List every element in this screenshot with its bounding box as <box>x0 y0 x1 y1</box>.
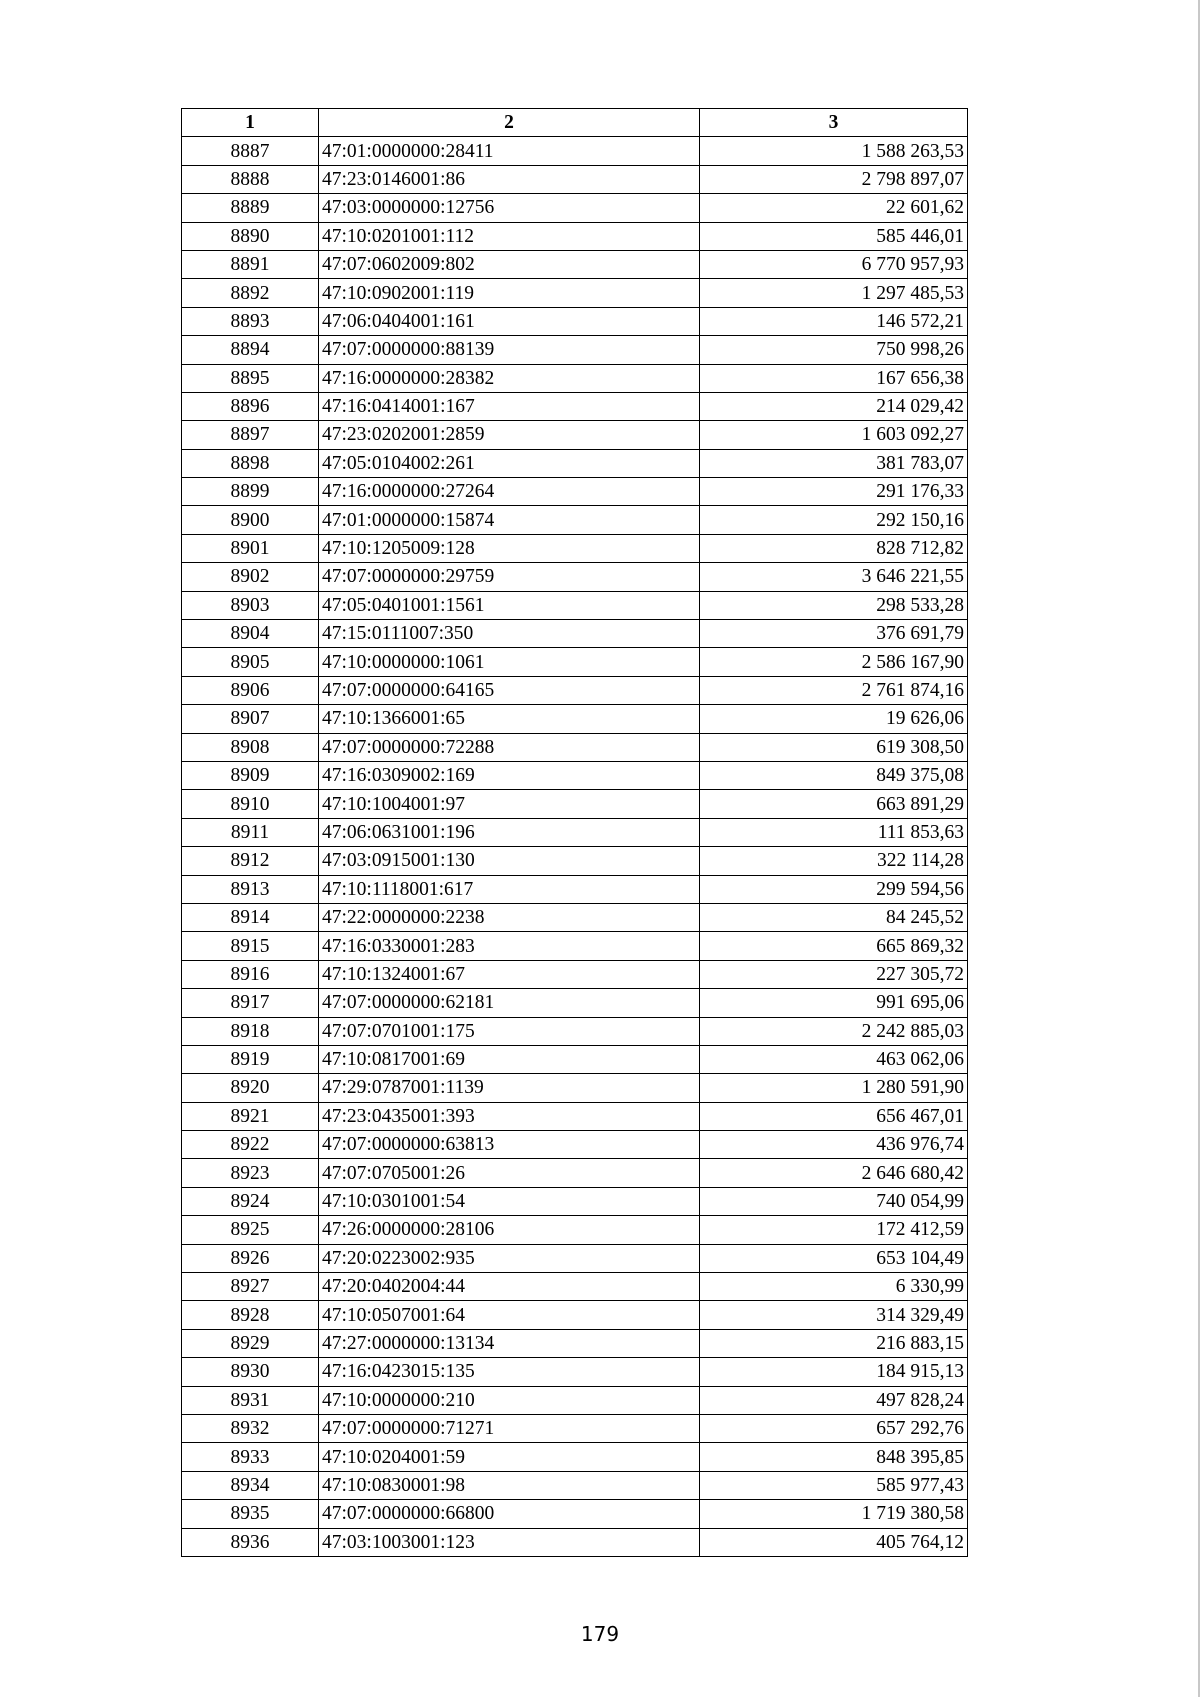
cadastral-number-cell: 47:07:0000000:29759 <box>319 563 700 591</box>
cadastral-number-cell: 47:10:0000000:210 <box>319 1386 700 1414</box>
cadastral-number-cell: 47:10:1366001:65 <box>319 705 700 733</box>
value-cell: 2 242 885,03 <box>700 1017 968 1045</box>
cadastral-number-cell: 47:20:0223002:935 <box>319 1244 700 1272</box>
value-cell: 376 691,79 <box>700 620 968 648</box>
value-cell: 322 114,28 <box>700 847 968 875</box>
cadastral-number-cell: 47:10:1118001:617 <box>319 875 700 903</box>
value-cell: 1 603 092,27 <box>700 421 968 449</box>
table-body <box>182 137 968 1557</box>
row-number-cell: 8908 <box>182 733 319 761</box>
row-number-cell: 8924 <box>182 1187 319 1215</box>
value-cell: 1 297 485,53 <box>700 279 968 307</box>
table-row <box>182 875 968 903</box>
value-cell: 1 719 380,58 <box>700 1500 968 1528</box>
value-cell: 657 292,76 <box>700 1414 968 1442</box>
value-cell: 750 998,26 <box>700 336 968 364</box>
table-row <box>182 1329 968 1357</box>
row-number-cell: 8901 <box>182 534 319 562</box>
cadastral-number-cell: 47:10:0204001:59 <box>319 1443 700 1471</box>
row-number-cell: 8923 <box>182 1159 319 1187</box>
row-number-cell: 8921 <box>182 1102 319 1130</box>
cadastral-number-cell: 47:20:0402004:44 <box>319 1273 700 1301</box>
table-row <box>182 1471 968 1499</box>
table-row <box>182 222 968 250</box>
value-cell: 314 329,49 <box>700 1301 968 1329</box>
column-header-1: 1 <box>182 109 319 137</box>
value-cell: 172 412,59 <box>700 1216 968 1244</box>
value-cell: 6 330,99 <box>700 1273 968 1301</box>
value-cell: 298 533,28 <box>700 591 968 619</box>
cadastral-number-cell: 47:10:1205009:128 <box>319 534 700 562</box>
table-row <box>182 1528 968 1556</box>
row-number-cell: 8891 <box>182 250 319 278</box>
row-number-cell: 8904 <box>182 620 319 648</box>
table-row <box>182 392 968 420</box>
cadastral-number-cell: 47:16:0309002:169 <box>319 761 700 789</box>
table-row <box>182 705 968 733</box>
value-cell: 653 104,49 <box>700 1244 968 1272</box>
row-number-cell: 8915 <box>182 932 319 960</box>
cadastral-number-cell: 47:10:0301001:54 <box>319 1187 700 1215</box>
table-row <box>182 1045 968 1073</box>
row-number-cell: 8896 <box>182 392 319 420</box>
table-row <box>182 1102 968 1130</box>
value-cell: 663 891,29 <box>700 790 968 818</box>
cadastral-number-cell: 47:06:0631001:196 <box>319 818 700 846</box>
table-row <box>182 534 968 562</box>
value-cell: 292 150,16 <box>700 506 968 534</box>
table-row <box>182 1414 968 1442</box>
cadastral-number-cell: 47:07:0000000:64165 <box>319 676 700 704</box>
row-number-cell: 8936 <box>182 1528 319 1556</box>
table-row <box>182 563 968 591</box>
cadastral-number-cell: 47:10:1004001:97 <box>319 790 700 818</box>
value-cell: 111 853,63 <box>700 818 968 846</box>
table-row <box>182 1443 968 1471</box>
cadastral-number-cell: 47:10:0507001:64 <box>319 1301 700 1329</box>
column-header-3: 3 <box>700 109 968 137</box>
row-number-cell: 8930 <box>182 1358 319 1386</box>
cadastral-number-cell: 47:10:0817001:69 <box>319 1045 700 1073</box>
row-number-cell: 8935 <box>182 1500 319 1528</box>
row-number-cell: 8912 <box>182 847 319 875</box>
cadastral-number-cell: 47:16:0414001:167 <box>319 392 700 420</box>
row-number-cell: 8922 <box>182 1131 319 1159</box>
value-cell: 497 828,24 <box>700 1386 968 1414</box>
value-cell: 436 976,74 <box>700 1131 968 1159</box>
row-number-cell: 8899 <box>182 478 319 506</box>
row-number-cell: 8917 <box>182 989 319 1017</box>
value-cell: 291 176,33 <box>700 478 968 506</box>
table-row <box>182 1216 968 1244</box>
table-header-row <box>182 109 968 137</box>
cadastral-number-cell: 47:03:0000000:12756 <box>319 194 700 222</box>
value-cell: 19 626,06 <box>700 705 968 733</box>
value-cell: 84 245,52 <box>700 903 968 931</box>
value-cell: 405 764,12 <box>700 1528 968 1556</box>
row-number-cell: 8925 <box>182 1216 319 1244</box>
row-number-cell: 8916 <box>182 960 319 988</box>
table-row <box>182 1187 968 1215</box>
row-number-cell: 8906 <box>182 676 319 704</box>
table-row <box>182 591 968 619</box>
row-number-cell: 8894 <box>182 336 319 364</box>
row-number-cell: 8933 <box>182 1443 319 1471</box>
row-number-cell: 8927 <box>182 1273 319 1301</box>
value-cell: 848 395,85 <box>700 1443 968 1471</box>
row-number-cell: 8913 <box>182 875 319 903</box>
table-row <box>182 733 968 761</box>
cadastral-number-cell: 47:23:0435001:393 <box>319 1102 700 1130</box>
cadastral-number-cell: 47:10:0000000:1061 <box>319 648 700 676</box>
value-cell: 1 280 591,90 <box>700 1074 968 1102</box>
value-cell: 665 869,32 <box>700 932 968 960</box>
value-cell: 463 062,06 <box>700 1045 968 1073</box>
row-number-cell: 8907 <box>182 705 319 733</box>
cadastral-number-cell: 47:16:0330001:283 <box>319 932 700 960</box>
cadastral-number-cell: 47:07:0000000:62181 <box>319 989 700 1017</box>
cadastral-number-cell: 47:22:0000000:2238 <box>319 903 700 931</box>
cadastral-number-cell: 47:16:0000000:27264 <box>319 478 700 506</box>
row-number-cell: 8905 <box>182 648 319 676</box>
row-number-cell: 8910 <box>182 790 319 818</box>
value-cell: 146 572,21 <box>700 307 968 335</box>
cadastral-number-cell: 47:03:1003001:123 <box>319 1528 700 1556</box>
table-row <box>182 903 968 931</box>
column-header-2: 2 <box>319 109 700 137</box>
value-cell: 381 783,07 <box>700 449 968 477</box>
table-row <box>182 137 968 165</box>
value-cell: 3 646 221,55 <box>700 563 968 591</box>
table-row <box>182 761 968 789</box>
cadastral-number-cell: 47:07:0000000:71271 <box>319 1414 700 1442</box>
cadastral-number-cell: 47:23:0146001:86 <box>319 165 700 193</box>
cadastral-number-cell: 47:06:0404001:161 <box>319 307 700 335</box>
table-row <box>182 250 968 278</box>
table-row <box>182 989 968 1017</box>
value-cell: 214 029,42 <box>700 392 968 420</box>
cadastral-number-cell: 47:07:0000000:72288 <box>319 733 700 761</box>
table-row <box>182 676 968 704</box>
row-number-cell: 8931 <box>182 1386 319 1414</box>
row-number-cell: 8918 <box>182 1017 319 1045</box>
row-number-cell: 8895 <box>182 364 319 392</box>
value-cell: 1 588 263,53 <box>700 137 968 165</box>
value-cell: 6 770 957,93 <box>700 250 968 278</box>
value-cell: 849 375,08 <box>700 761 968 789</box>
table-row <box>182 165 968 193</box>
cadastral-number-cell: 47:26:0000000:28106 <box>319 1216 700 1244</box>
data-table <box>181 108 968 1557</box>
row-number-cell: 8888 <box>182 165 319 193</box>
row-number-cell: 8902 <box>182 563 319 591</box>
value-cell: 740 054,99 <box>700 1187 968 1215</box>
row-number-cell: 8903 <box>182 591 319 619</box>
value-cell: 585 977,43 <box>700 1471 968 1499</box>
cadastral-number-cell: 47:07:0000000:66800 <box>319 1500 700 1528</box>
table-row <box>182 847 968 875</box>
row-number-cell: 8919 <box>182 1045 319 1073</box>
table-row <box>182 1074 968 1102</box>
row-number-cell: 8929 <box>182 1329 319 1357</box>
cadastral-number-cell: 47:16:0423015:135 <box>319 1358 700 1386</box>
row-number-cell: 8887 <box>182 137 319 165</box>
cadastral-number-cell: 47:07:0602009:802 <box>319 250 700 278</box>
cadastral-number-cell: 47:07:0705001:26 <box>319 1159 700 1187</box>
value-cell: 216 883,15 <box>700 1329 968 1357</box>
value-cell: 585 446,01 <box>700 222 968 250</box>
value-cell: 828 712,82 <box>700 534 968 562</box>
value-cell: 184 915,13 <box>700 1358 968 1386</box>
row-number-cell: 8911 <box>182 818 319 846</box>
cadastral-number-cell: 47:10:1324001:67 <box>319 960 700 988</box>
cadastral-number-cell: 47:01:0000000:15874 <box>319 506 700 534</box>
row-number-cell: 8898 <box>182 449 319 477</box>
row-number-cell: 8900 <box>182 506 319 534</box>
table-row <box>182 364 968 392</box>
table-row <box>182 506 968 534</box>
table-row <box>182 790 968 818</box>
table-row <box>182 478 968 506</box>
cadastral-number-cell: 47:05:0104002:261 <box>319 449 700 477</box>
cadastral-number-cell: 47:10:0201001:112 <box>319 222 700 250</box>
row-number-cell: 8932 <box>182 1414 319 1442</box>
row-number-cell: 8914 <box>182 903 319 931</box>
value-cell: 619 308,50 <box>700 733 968 761</box>
table-row <box>182 336 968 364</box>
cadastral-number-cell: 47:27:0000000:13134 <box>319 1329 700 1357</box>
table-row <box>182 1273 968 1301</box>
table-row <box>182 1131 968 1159</box>
cadastral-number-cell: 47:10:0830001:98 <box>319 1471 700 1499</box>
table-row <box>182 279 968 307</box>
value-cell: 656 467,01 <box>700 1102 968 1130</box>
cadastral-number-cell: 47:07:0000000:88139 <box>319 336 700 364</box>
table-row <box>182 194 968 222</box>
value-cell: 2 586 167,90 <box>700 648 968 676</box>
value-cell: 227 305,72 <box>700 960 968 988</box>
row-number-cell: 8893 <box>182 307 319 335</box>
table-row <box>182 307 968 335</box>
row-number-cell: 8928 <box>182 1301 319 1329</box>
table-row <box>182 1017 968 1045</box>
value-cell: 167 656,38 <box>700 364 968 392</box>
table-row <box>182 1159 968 1187</box>
table-row <box>182 449 968 477</box>
row-number-cell: 8920 <box>182 1074 319 1102</box>
table-row <box>182 818 968 846</box>
table-row <box>182 620 968 648</box>
value-cell: 2 798 897,07 <box>700 165 968 193</box>
table-row <box>182 1358 968 1386</box>
value-cell: 299 594,56 <box>700 875 968 903</box>
cadastral-number-cell: 47:05:0401001:1561 <box>319 591 700 619</box>
cadastral-number-cell: 47:29:0787001:1139 <box>319 1074 700 1102</box>
cadastral-number-cell: 47:07:0000000:63813 <box>319 1131 700 1159</box>
value-cell: 22 601,62 <box>700 194 968 222</box>
table-row <box>182 1500 968 1528</box>
value-cell: 2 761 874,16 <box>700 676 968 704</box>
cadastral-number-cell: 47:10:0902001:119 <box>319 279 700 307</box>
cadastral-number-cell: 47:01:0000000:28411 <box>319 137 700 165</box>
row-number-cell: 8889 <box>182 194 319 222</box>
table-row <box>182 1301 968 1329</box>
value-cell: 2 646 680,42 <box>700 1159 968 1187</box>
cadastral-number-cell: 47:23:0202001:2859 <box>319 421 700 449</box>
cadastral-number-cell: 47:03:0915001:130 <box>319 847 700 875</box>
page-number: 179 <box>580 1622 620 1646</box>
table-row <box>182 648 968 676</box>
row-number-cell: 8897 <box>182 421 319 449</box>
table-row <box>182 1244 968 1272</box>
table-row <box>182 421 968 449</box>
value-cell: 991 695,06 <box>700 989 968 1017</box>
table-row <box>182 932 968 960</box>
table-row <box>182 960 968 988</box>
cadastral-number-cell: 47:15:0111007:350 <box>319 620 700 648</box>
row-number-cell: 8892 <box>182 279 319 307</box>
table-row <box>182 1386 968 1414</box>
row-number-cell: 8926 <box>182 1244 319 1272</box>
cadastral-number-cell: 47:07:0701001:175 <box>319 1017 700 1045</box>
row-number-cell: 8909 <box>182 761 319 789</box>
cadastral-number-cell: 47:16:0000000:28382 <box>319 364 700 392</box>
row-number-cell: 8890 <box>182 222 319 250</box>
row-number-cell: 8934 <box>182 1471 319 1499</box>
